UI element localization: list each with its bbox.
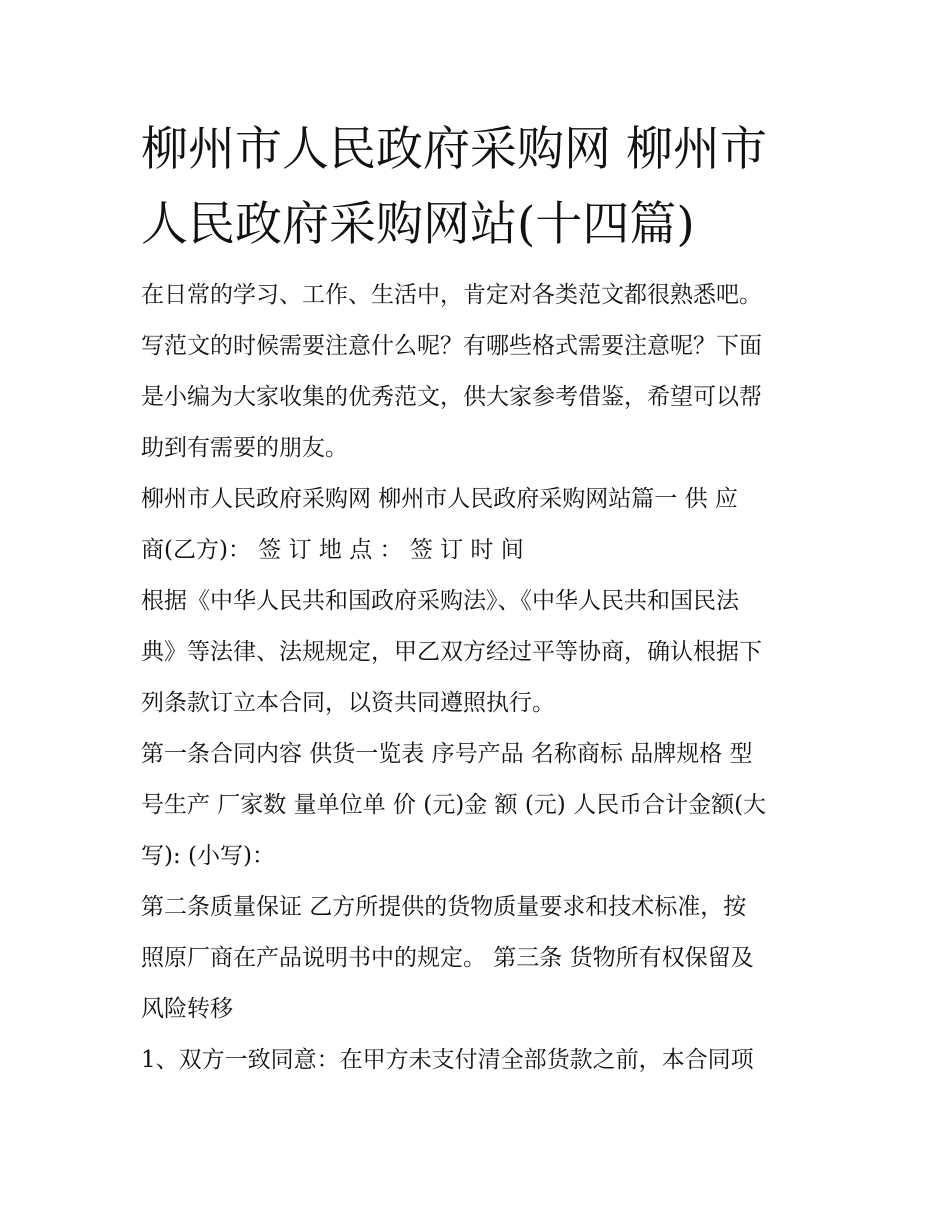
paragraph-legal-basis <box>141 576 813 729</box>
document-title <box>141 112 813 262</box>
text-line: 写范文的时候需要注意什么呢？有哪些格式需要注意呢？下面 <box>141 333 762 359</box>
text-line: 商(乙方)： 签 订 地 点 ： 签 订 时 间 <box>141 537 524 563</box>
text-line: 风险转移 <box>141 996 233 1022</box>
text-line: 写): (小写)： <box>141 843 275 869</box>
text-line: 第一条合同内容 供货一览表 序号产品 名称商标 品牌规格 型 <box>141 741 753 767</box>
title-line: 柳州市人民政府采购网 柳州市 <box>141 122 767 177</box>
paragraph-clause-one <box>141 1035 813 1086</box>
paragraph-intro <box>141 270 813 474</box>
text-line: 助到有需要的朋友。 <box>141 435 348 461</box>
text-line: 是小编为大家收集的优秀范文，供大家参考借鉴，希望可以帮 <box>141 384 762 410</box>
paragraph-article-two <box>141 882 813 1035</box>
text-line: 列条款订立本合同，以资共同遵照执行。 <box>141 690 555 716</box>
text-line: 照原厂商在产品说明书中的规定。 第三条 货物所有权保留及 <box>141 945 754 971</box>
text-line: 号生产 厂家数 量单位单 价 (元)金 额 (元) 人民币合计金额(大 <box>141 792 767 818</box>
text-line: 典》等法律、法规规定，甲乙双方经过平等协商，确认根据下 <box>141 639 762 665</box>
paragraph-article-one <box>141 729 813 882</box>
text-line: 根据《中华人民共和国政府采购法》、《中华人民共和国民法 <box>141 588 739 614</box>
text-line: 柳州市人民政府采购网 柳州市人民政府采购网站篇一 供 应 <box>141 486 738 512</box>
text-line: 1、双方一致同意：在甲方未支付清全部货款之前，本合同项 <box>141 1047 754 1073</box>
paragraph-section-one-header <box>141 474 813 576</box>
title-line: 人民政府采购网站(十四篇) <box>141 197 695 252</box>
text-line: 第二条质量保证 乙方所提供的货物质量要求和技术标准，按 <box>141 894 747 920</box>
text-line: 在日常的学习、工作、生活中，肯定对各类范文都很熟悉吧。 <box>141 282 762 308</box>
document-page <box>141 112 813 1086</box>
document-body <box>141 270 813 1086</box>
